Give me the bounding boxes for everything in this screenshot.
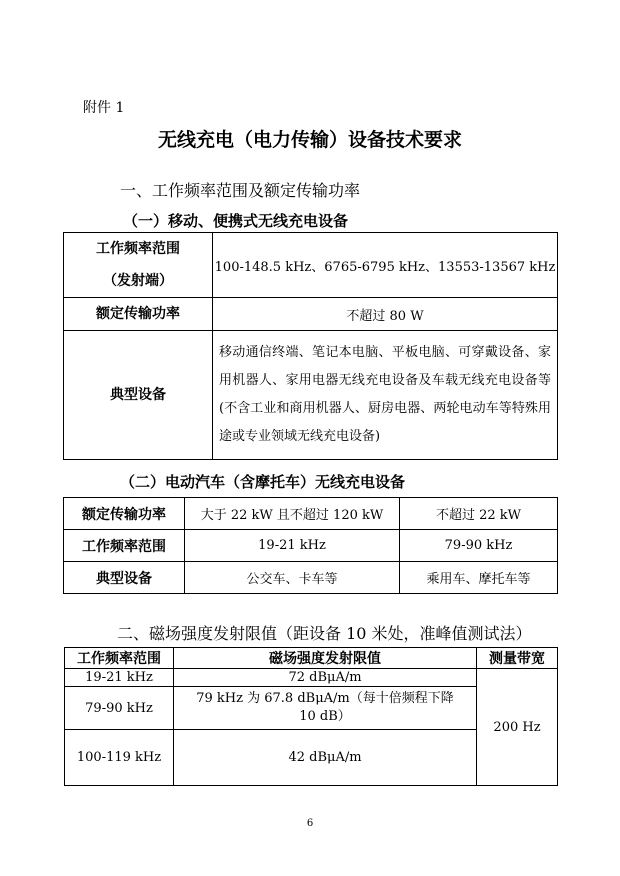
- freq-range-label-cell: [64, 233, 213, 298]
- limit-cell: [174, 687, 477, 730]
- col-header-freq: 工作频率范围: [65, 648, 174, 669]
- ev-freq-label: 工作频率范围: [64, 530, 185, 562]
- ev-freq-a: 19-21 kHz: [185, 530, 400, 562]
- limit-cell: 72 dBμA/m: [174, 669, 477, 687]
- document-title: 无线充电（电力传输）设备技术要求: [157, 129, 462, 151]
- table-row: [64, 498, 558, 530]
- col-header-limit: 磁场强度发射限值: [174, 648, 477, 669]
- freq-cell: 100-119 kHz: [65, 730, 174, 786]
- emission-limit-table: [64, 647, 558, 786]
- page-number: 6: [306, 818, 314, 829]
- freq-cell: 19-21 kHz: [65, 669, 174, 687]
- ev-rated-power-a: 大于 22 kW 且不超过 120 kW: [185, 498, 400, 530]
- limit-line: 10 dB）: [299, 709, 351, 724]
- freq-range-label: 工作频率范围: [96, 241, 180, 257]
- sub1-heading: （一）移动、便携式无线充电设备: [123, 212, 349, 230]
- ev-rated-power-b: 不超过 22 kW: [400, 498, 558, 530]
- table-row: [64, 331, 558, 460]
- table-header-row: [65, 648, 558, 669]
- limit-cell: 42 dBμA/m: [174, 730, 477, 786]
- rated-power-label: 额定传输功率: [64, 298, 213, 331]
- ev-freq-b: 79-90 kHz: [400, 530, 558, 562]
- rated-power-value: 不超过 80 W: [213, 298, 558, 331]
- table-row: [64, 233, 558, 298]
- ev-typical-label: 典型设备: [64, 562, 185, 594]
- ev-device-table: [63, 497, 558, 594]
- ev-rated-power-label: 额定传输功率: [64, 498, 185, 530]
- freq-range-value: 100-148.5 kHz、6765-6795 kHz、13553-13567 kHz: [213, 233, 558, 298]
- table-row: [64, 298, 558, 331]
- typical-device-value: 移动通信终端、笔记本电脑、平板电脑、可穿戴设备、家用机器人、家用电器无线充电设备及车载无线充电设备等(不含工业和商用机器人、厨房电器、两轮电动车等特殊用途或专业领域无线充电设备): [213, 331, 558, 460]
- table-row: [64, 530, 558, 562]
- ev-typical-b: 乘用车、摩托车等: [400, 562, 558, 594]
- freq-cell: 79-90 kHz: [65, 687, 174, 730]
- table-row: [65, 669, 558, 687]
- sub2-heading: （二）电动汽车（含摩托车）无线充电设备: [120, 473, 406, 491]
- annex-label: 附件 1: [83, 100, 125, 116]
- ev-typical-a: 公交车、卡车等: [185, 562, 400, 594]
- mobile-device-table: [63, 232, 558, 460]
- table-row: [64, 562, 558, 594]
- transmitter-label: （发射端）: [103, 273, 173, 289]
- section1-heading: 一、工作频率范围及额定传输功率: [120, 181, 361, 200]
- limit-line: 79 kHz 为 67.8 dBμA/m（每十倍频程下降: [196, 691, 454, 706]
- section2-heading: 二、磁场强度发射限值（距设备 10 米处，准峰值测试法）: [117, 624, 532, 643]
- bandwidth-cell: 200 Hz: [477, 669, 558, 786]
- col-header-bandwidth: 测量带宽: [477, 648, 558, 669]
- typical-device-label: 典型设备: [64, 331, 213, 460]
